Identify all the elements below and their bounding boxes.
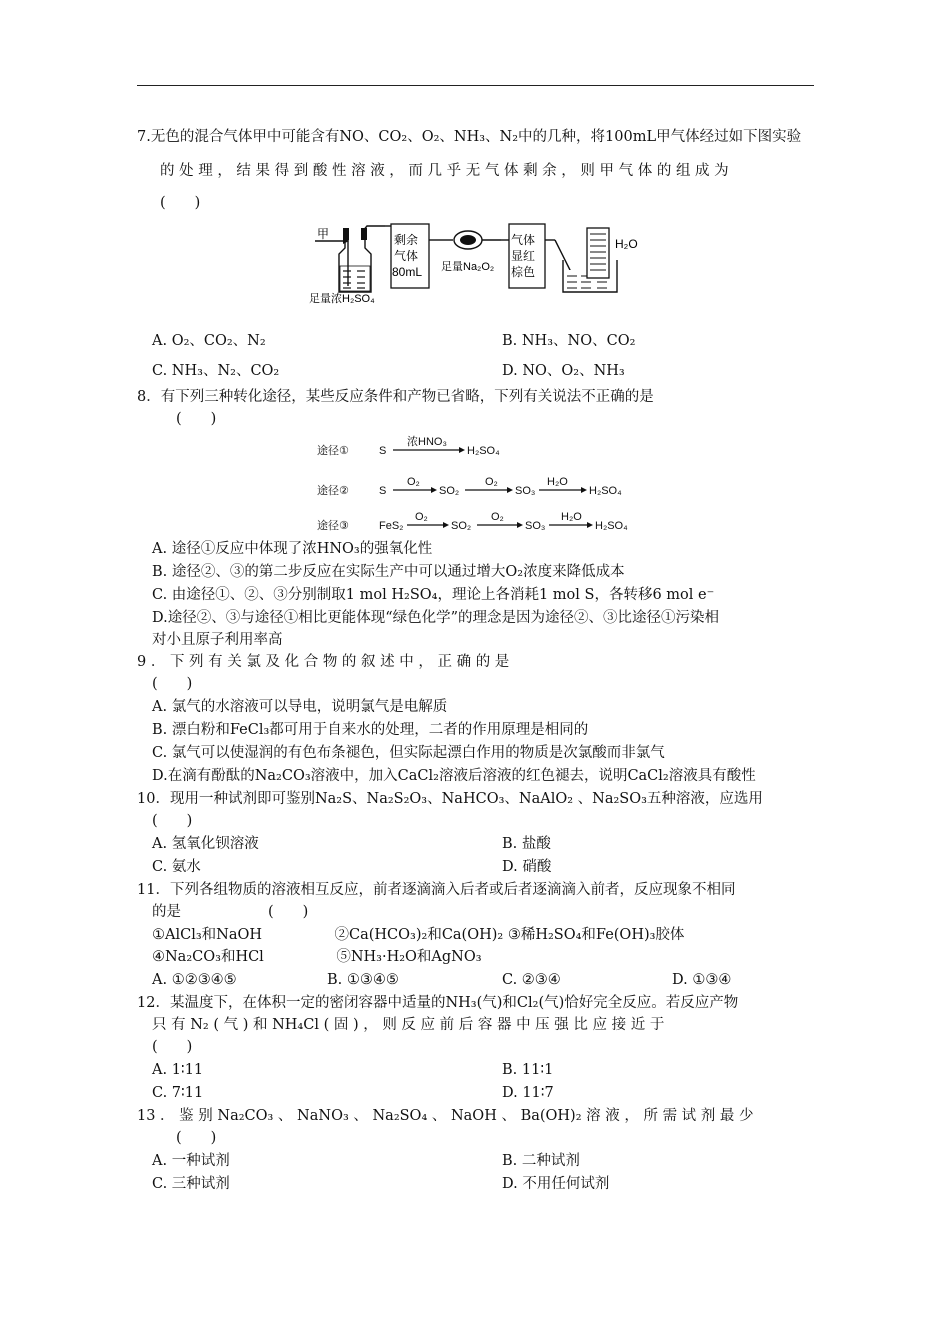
gas-jia-label: 甲 [317, 227, 330, 241]
q9-option-c[interactable]: C. 氯气可以使湿润的有色布条褪色，但实际起漂白作用的物质是次氯酸而非氯气 [152, 745, 665, 761]
q10-option-a[interactable]: A. 氢氧化钡溶液 [152, 836, 259, 852]
svg-text:O₂: O₂ [491, 511, 504, 523]
q11-items-line1: ①AlCl₃和NaOH ②Ca(HCO₃)₂和Ca(OH)₂ ③稀H₂SO₄和Fe(OH)₃胶体 [152, 927, 685, 943]
svg-text:SO₃: SO₃ [525, 520, 546, 532]
svg-text:S: S [379, 445, 387, 457]
svg-text:H₂SO₄: H₂SO₄ [467, 445, 500, 457]
q9-answer-blank: ( ) [152, 676, 193, 692]
q9-option-b[interactable]: B. 漂白粉和FeCl₃都可用于自来水的处理，二者的作用原理是相同的 [152, 722, 589, 738]
svg-text:气体: 气体 [394, 249, 419, 263]
q12-option-c[interactable]: C. 7∶11 [152, 1085, 204, 1101]
q12-option-b[interactable]: B. 11∶1 [502, 1062, 554, 1078]
q13-option-c[interactable]: C. 三种试剂 [152, 1176, 230, 1192]
q7-answer-blank: ( ) [160, 195, 201, 211]
q12-stem-line2: 只 有 N₂ ( 气 ) 和 NH₄Cl ( 固 ) ， 则 反 应 前 后 容 器 中 压 强 比 应 接 近 于 [152, 1017, 665, 1033]
q12-answer-blank: ( ) [152, 1039, 193, 1055]
q12-option-d[interactable]: D. 11∶7 [502, 1085, 554, 1101]
svg-text:H₂O: H₂O [561, 511, 582, 523]
q7-option-b[interactable]: B. NH₃、NO、CO₂ [502, 333, 636, 349]
q13-option-a[interactable]: A. 一种试剂 [152, 1153, 230, 1169]
q13-option-d[interactable]: D. 不用任何试剂 [502, 1176, 610, 1192]
q12-option-a[interactable]: A. 1∶11 [152, 1062, 204, 1078]
acid-label: 足量浓H₂SO₄ [309, 293, 375, 304]
route2-label: 途径② [317, 485, 349, 497]
q7-experiment-figure [305, 218, 675, 304]
q11-stem-line1: 11．下列各组物质的溶液相互反应，前者逐滴滴入后者或后者逐滴滴入前者，反应现象不相同 [137, 882, 736, 898]
q7-option-c[interactable]: C. NH₃、N₂、CO₂ [152, 363, 280, 379]
svg-text:H₂O: H₂O [547, 476, 568, 488]
q7-option-a[interactable]: A. O₂、CO₂、N₂ [152, 333, 266, 349]
q12-stem-line1: 12．某温度下，在体积一定的密闭容器中适量的NH₃(气)和Cl₂(气)恰好完全反应。若反应产物 [137, 995, 739, 1011]
svg-text:显红: 显红 [511, 249, 536, 263]
svg-text:SO₃: SO₃ [515, 485, 536, 497]
route3-label: 途径③ [317, 520, 349, 532]
water-trough-icon [545, 228, 617, 292]
water-label: H₂O [615, 237, 638, 251]
svg-text:浓HNO₃: 浓HNO₃ [407, 436, 447, 448]
q8-option-b[interactable]: B. 途径②、③的第二步反应在实际生产中可以通过增大O₂浓度来降低成本 [152, 564, 625, 580]
svg-text:气体: 气体 [511, 233, 536, 247]
q8-option-d-line1[interactable]: D.途径②、③与途径①相比更能体现“绿色化学”的理念是因为途径②、③比途径①污染相 [152, 610, 720, 626]
svg-text:剩余: 剩余 [394, 233, 419, 247]
q13-answer-blank: ( ) [176, 1130, 217, 1146]
q7-stem-line1: 7.无色的混合气体甲中可能含有NO、CO₂、O₂、NH₃、N₂中的几种，将100mL甲气体经过如下图实验 [137, 129, 802, 145]
q11-option-d[interactable]: D. ①③④ [672, 972, 732, 988]
q11-stem-line2: 的是 ( ) [152, 904, 309, 920]
svg-text:H₂SO₄: H₂SO₄ [589, 485, 622, 497]
q11-option-c[interactable]: C. ②③④ [502, 972, 561, 988]
q9-option-d[interactable]: D.在滴有酚酞的Na₂CO₃溶液中，加入CaCl₂溶液后溶液的红色褪去，说明CaCl₂溶液具有酸性 [152, 768, 756, 784]
q11-option-a[interactable]: A. ①②③④⑤ [152, 972, 237, 988]
q9-stem-line1: 9 ． 下 列 有 关 氯 及 化 合 物 的 叙 述 中 ， 正 确 的 是 [137, 654, 510, 670]
na2o2-label: 足量Na₂O₂ [441, 261, 495, 273]
q11-items-line2: ④Na₂CO₃和HCl ⑤NH₃·H₂O和AgNO₃ [152, 949, 482, 965]
q7-stem-line2: 的 处 理 ， 结 果 得 到 酸 性 溶 液 ， 而 几 乎 无 气 体 剩 余 ， 则 甲 气 体 的 组 成 为 [160, 163, 729, 179]
q7-option-d[interactable]: D. NO、O₂、NH₃ [502, 363, 625, 379]
drying-tube-icon [440, 231, 501, 249]
q10-option-b[interactable]: B. 盐酸 [502, 836, 551, 852]
q8-routes-figure [315, 434, 645, 538]
q10-option-c[interactable]: C. 氨水 [152, 859, 201, 875]
svg-text:FeS₂: FeS₂ [379, 520, 404, 532]
q8-stem-line1: 8．有下列三种转化途径，某些反应条件和产物已省略，下列有关说法不正确的是 [137, 389, 654, 405]
svg-text:SO₂: SO₂ [439, 485, 460, 497]
q9-option-a[interactable]: A. 氯气的水溶液可以导电，说明氯气是电解质 [152, 699, 448, 715]
q11-option-b[interactable]: B. ①③④⑤ [327, 972, 399, 988]
svg-text:棕色: 棕色 [511, 265, 536, 279]
route1-label: 途径① [317, 445, 349, 457]
q10-option-d[interactable]: D. 硝酸 [502, 859, 552, 875]
svg-text:O₂: O₂ [415, 511, 428, 523]
q13-option-b[interactable]: B. 二种试剂 [502, 1153, 580, 1169]
svg-text:O₂: O₂ [485, 476, 498, 488]
header-rule [137, 85, 814, 86]
q8-option-c[interactable]: C. 由途径①、②、③分别制取1 mol H₂SO₄，理论上各消耗1 mol S，各转移6 mol e⁻ [152, 587, 715, 603]
q8-option-a[interactable]: A. 途径①反应中体现了浓HNO₃的强氧化性 [152, 541, 433, 557]
q8-option-d-line2: 对小且原子利用率高 [152, 632, 283, 648]
svg-text:80mL: 80mL [392, 265, 423, 279]
svg-text:O₂: O₂ [407, 476, 420, 488]
q8-answer-blank: ( ) [176, 411, 217, 427]
svg-text:S: S [379, 485, 387, 497]
q13-stem-line1: 13 ． 鉴 别 Na₂CO₃ 、 NaNO₃ 、 Na₂SO₄ 、 NaOH 、 Ba(OH)₂ 溶 液 ， 所 需 试 剂 最 少 [137, 1108, 754, 1124]
svg-text:SO₂: SO₂ [451, 520, 472, 532]
q10-stem-line1: 10．现用一种试剂即可鉴别Na₂S、Na₂S₂O₃、NaHCO₃、NaAlO₂ 、Na₂SO₃五种溶液，应选用 [137, 791, 763, 807]
svg-text:H₂SO₄: H₂SO₄ [595, 520, 628, 532]
wash-bottle-icon [339, 226, 385, 292]
q10-answer-blank: ( ) [152, 813, 193, 829]
